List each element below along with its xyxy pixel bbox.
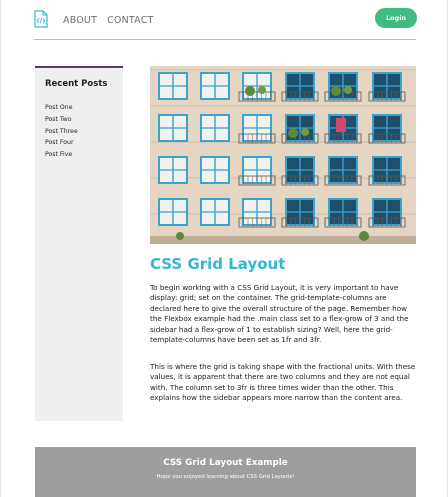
page-title: CSS Grid Layout: [150, 255, 286, 273]
nav-about-link[interactable]: ABOUT: [63, 15, 98, 26]
footer-subtitle: Hope you enjoyed learning about CSS Grid Layouts!: [156, 474, 295, 480]
site-footer: [35, 447, 416, 497]
post-link[interactable]: Post Five: [45, 151, 73, 159]
post-link[interactable]: Post Three: [45, 127, 78, 135]
post-link[interactable]: Post Two: [45, 115, 72, 123]
content-paragraph: To begin working with a CSS Grid Layout, it is very important to have display: grid; set on the container. The grid-template-columns are declared here to give the overall structure of the page. Remember how the Flexbox example had the .main class set to a flex-grow of 3 and the sidebar had a flex-grow of 1 to establish sizing? Well, here the grid-template-columns have been set as 1fr and 3fr.: [150, 283, 409, 345]
sidebar: [35, 66, 123, 421]
recent-posts-list: [45, 102, 78, 161]
post-link[interactable]: Post Four: [45, 139, 74, 147]
footer-title: CSS Grid Layout Example: [163, 458, 288, 468]
nav-contact-link[interactable]: CONTACT: [107, 15, 154, 26]
hero-image: [150, 66, 416, 244]
content-paragraph: This is where the grid is taking shape with the fractional units. With these values, it is apparent that there are two columns and they are not equal with. The column set to 3fr is three times wider than the other. This explains how the sidebar appears more narrow than the content area.: [150, 362, 416, 403]
header-divider: [34, 39, 416, 40]
post-link[interactable]: Post One: [45, 104, 73, 111]
sidebar-title: Recent Posts: [45, 79, 108, 89]
login-button[interactable]: Login: [375, 8, 417, 28]
site-header: [34, 0, 416, 40]
code-file-icon[interactable]: [34, 10, 48, 28]
main-nav: [63, 15, 154, 26]
